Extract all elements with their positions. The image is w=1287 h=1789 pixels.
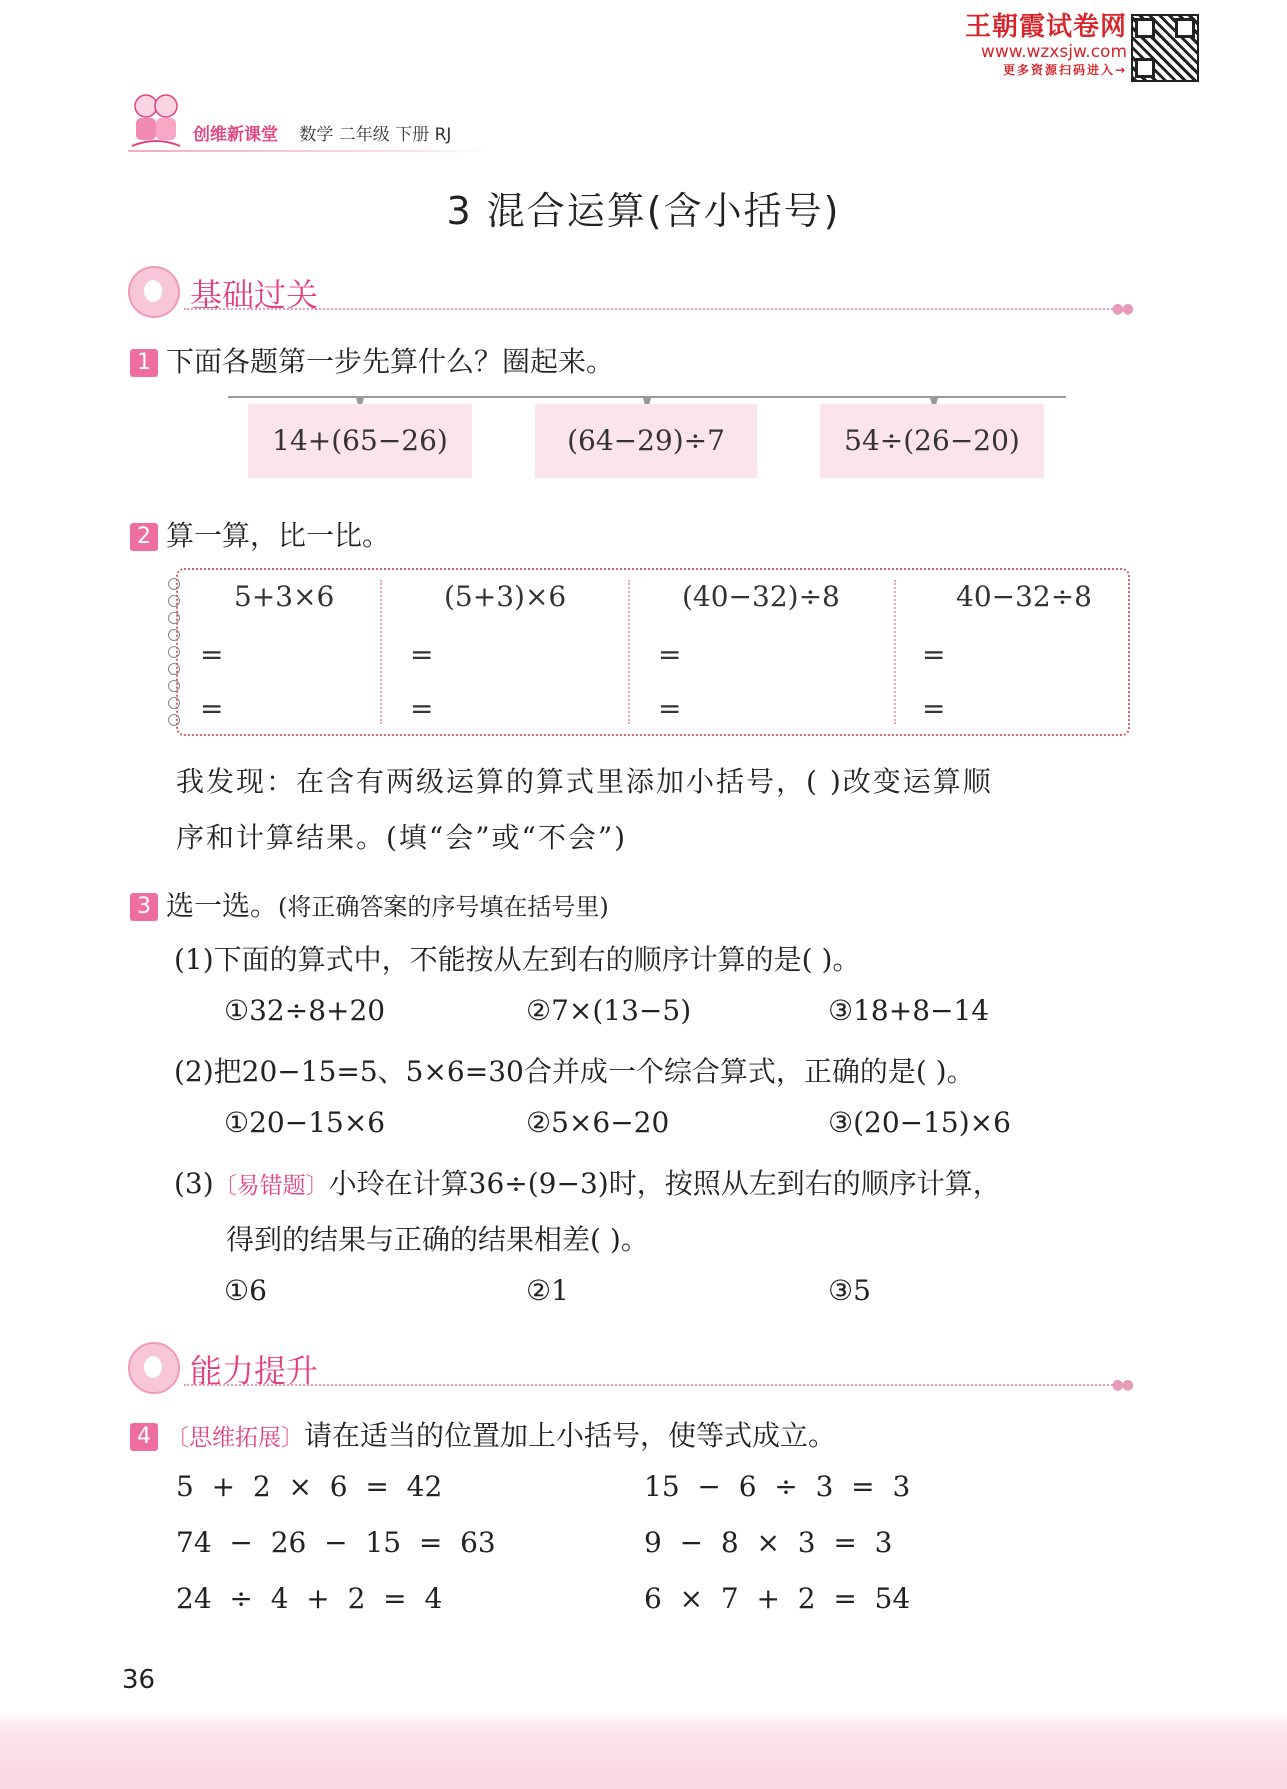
sub-question-2[interactable]: (2)把20−15=5、5×6=30合并成一个综合算式，正确的是( )。 [174,1055,975,1088]
option[interactable]: ①20−15×6 [224,1106,386,1139]
question-prompt: 下面各题第一步先算什么？圈起来。 [166,345,615,378]
question-4 [130,1414,836,1454]
sub-question-3 [174,1162,1001,1202]
column-divider [894,580,896,724]
option[interactable]: ③(20−15)×6 [828,1106,1011,1139]
question-number: 1 [130,349,158,377]
equals-answer-line[interactable]: = [410,692,434,725]
column-divider [380,580,382,724]
expression: 5+3×6 [234,580,335,613]
question-prompt: 请在适当的位置加上小括号，使等式成立。 [304,1419,837,1452]
expression: 40−32÷8 [956,580,1092,613]
footer-band [0,1712,1287,1789]
question-number: 4 [130,1423,158,1451]
option[interactable]: ③18+8−14 [828,994,990,1027]
question-note: (将正确答案的序号填在括号里) [278,893,609,921]
section-divider [184,1384,1128,1386]
equals-answer-line[interactable]: = [922,638,946,671]
sub-question-stem: 小玲在计算36÷(9−3)时，按照从左到右的顺序计算， [328,1167,1001,1200]
header-rule [128,150,488,152]
sub-question-prefix: (3) [174,1167,214,1200]
section-advanced [128,1342,1132,1393]
cartoon-icon [128,1342,180,1394]
dots-icon: ●● [1111,1377,1132,1393]
question-number: 3 [130,893,158,921]
section-basic [128,266,1132,317]
brand-more: 更多资源扫码进入→ [1002,63,1127,77]
question-prompt: 选一选。 [166,889,279,922]
expression: (40−32)÷8 [682,580,840,613]
expression-card[interactable]: 54÷(26−20) [820,404,1044,478]
equation[interactable]: 9 − 8 × 3 = 3 [644,1526,893,1559]
section-divider [184,308,1128,310]
spiral-binding-icon [168,578,190,731]
cartoon-icon [128,266,180,318]
section-title: 能力提升 [190,1352,319,1390]
option[interactable]: ①6 [224,1274,267,1307]
equation[interactable]: 24 ÷ 4 + 2 = 4 [176,1582,443,1615]
sub-question-3-line-2[interactable]: 得到的结果与正确的结果相差( )。 [226,1223,649,1256]
equals-answer-line[interactable]: = [200,692,224,725]
question-2 [130,514,390,554]
error-prone-tag: 〔易错题〕 [213,1173,329,1199]
qr-code-icon[interactable] [1131,14,1199,82]
equals-answer-line[interactable]: = [658,638,682,671]
option[interactable]: ②7×(13−5) [526,994,692,1027]
page-title: 3 混合运算(含小括号) [446,189,841,233]
series-name: 创维新课堂 [193,125,278,145]
equals-answer-line[interactable]: = [922,692,946,725]
expression: (5+3)×6 [444,580,567,613]
page-number: 36 [122,1665,156,1695]
finding-line-1[interactable]: 我发现：在含有两级运算的算式里添加小括号，( )改变运算顺 [176,765,993,798]
option[interactable]: ②1 [526,1274,569,1307]
section-title: 基础过关 [190,276,319,314]
question-1 [130,340,614,380]
brand-block [965,12,1127,78]
expression-card[interactable]: 14+(65−26) [248,404,472,478]
equals-answer-line[interactable]: = [200,638,224,671]
equation[interactable]: 74 − 26 − 15 = 63 [176,1526,496,1559]
equation[interactable]: 15 − 6 ÷ 3 = 3 [644,1470,911,1503]
option[interactable]: ①32÷8+20 [224,994,386,1027]
expression-card[interactable]: (64−29)÷7 [535,404,757,478]
option[interactable]: ②5×6−20 [526,1106,670,1139]
question-number: 2 [130,523,158,551]
finding-line-2: 序和计算结果。(填“会”或“不会”) [176,821,628,854]
book-title: 数学 二年级 下册 RJ [299,125,452,145]
series-logo-icon [128,90,184,152]
column-divider [628,580,630,724]
dots-icon: ●● [1111,301,1132,317]
equals-answer-line[interactable]: = [410,638,434,671]
sub-question-1[interactable]: (1)下面的算式中，不能按从左到右的顺序计算的是( )。 [174,943,861,976]
thinking-tag: 〔思维拓展〕 [166,1425,304,1451]
brand-url[interactable]: www.wzxsjw.com [980,42,1127,62]
equation[interactable]: 6 × 7 + 2 = 54 [644,1582,911,1615]
equals-answer-line[interactable]: = [658,692,682,725]
book-info [193,120,451,145]
equation[interactable]: 5 + 2 × 6 = 42 [176,1470,443,1503]
question-3 [130,884,609,924]
question-prompt: 算一算，比一比。 [166,519,391,552]
brand-name: 王朝霞试卷网 [964,12,1127,42]
option[interactable]: ③5 [828,1274,871,1307]
